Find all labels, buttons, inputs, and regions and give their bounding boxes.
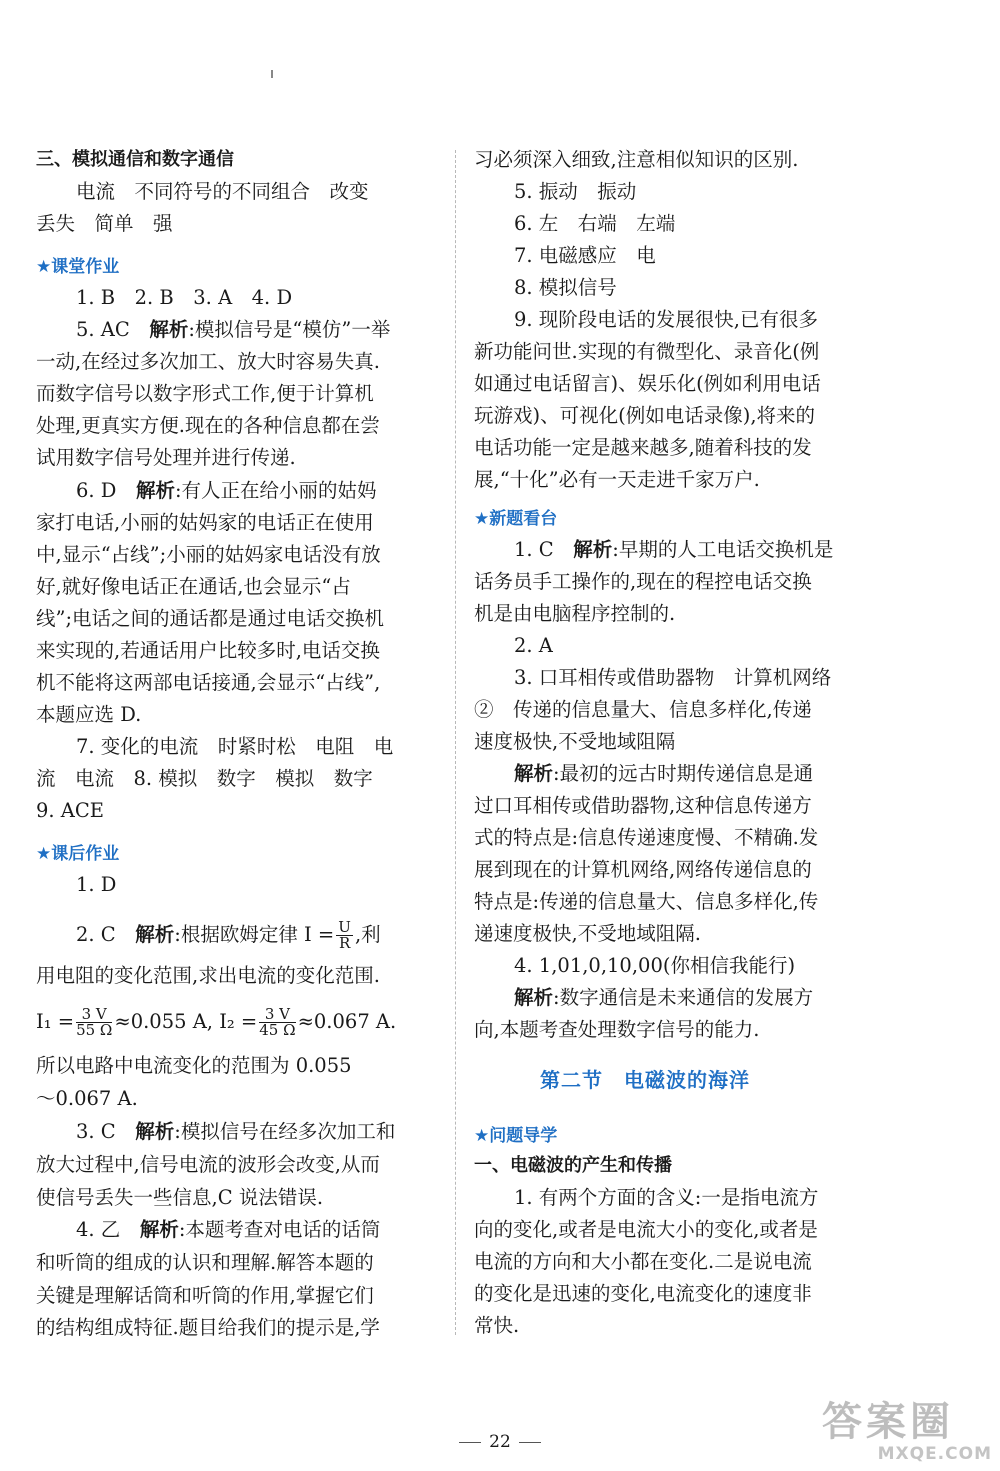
analysis-label: 解析 xyxy=(149,318,189,341)
section-heading-classwork: ★课堂作业 xyxy=(36,257,120,277)
answer-line: 使信号丢失一些信息,C 说法错误. xyxy=(36,1186,324,1209)
answer-line: 4. 1,01,0,10,00(你相信我能行) xyxy=(514,954,796,977)
answer-line: 如通过电话留言)、娱乐化(例如利用电话 xyxy=(474,372,821,395)
formula-line: I₁ = $\frac{3 V}{55 \Omega}$ ≈0.055 A, I₂ = $\frac{3 V}{45 \Omega}$ ≈0.067 A. xyxy=(36,1005,397,1039)
answer-line: 常快. xyxy=(474,1314,520,1337)
answer-line: 1. D xyxy=(76,873,117,896)
page-number-dash xyxy=(459,1442,481,1443)
page-number-dash xyxy=(519,1442,541,1443)
answer-line-6 xyxy=(76,477,377,505)
analysis-line xyxy=(514,984,813,1012)
analysis-label: 解析 xyxy=(139,1218,179,1241)
answer-line: 用电阻的变化范围,求出电流的变化范围. xyxy=(36,964,380,987)
answer-line: 而数字信号以数字形式工作,便于计算机 xyxy=(36,382,374,405)
answer-line: 5. 振动 振动 xyxy=(514,180,637,203)
answer-line: 的变化是迅速的变化,电流变化的速度非 xyxy=(474,1282,812,1305)
answer-line: 8. 模拟信号 xyxy=(514,276,617,299)
answer-line: 展,“十化”必有一天走进千家万户. xyxy=(474,468,760,491)
answer-line: 7. 变化的电流 时紧时松 电阻 电 xyxy=(76,735,394,758)
answer-line: ～0.067 A. xyxy=(36,1087,138,1110)
answer-line-3 xyxy=(76,1118,395,1146)
answer-line: 3. 口耳相传或借助器物 计算机网络 xyxy=(514,666,832,689)
fraction-u-over-r: $\frac{U}{R}$ xyxy=(338,918,351,952)
answer-line: 9. 现阶段电话的发展很快,已有很多 xyxy=(514,308,819,331)
analysis-text: :最初的远古时期传递信息是通 xyxy=(553,762,814,785)
answer-line: 7. 电磁感应 电 xyxy=(514,244,656,267)
chapter-title: 第二节 电磁波的海洋 xyxy=(540,1068,750,1092)
answer-line: 中,显示“占线”;小丽的姑妈家电话没有放 xyxy=(36,543,381,566)
answer-number: 3. C xyxy=(76,1120,116,1143)
answer-line: 2. A xyxy=(514,634,553,657)
answer-line: 话务员手工操作的,现在的程控电话交换 xyxy=(474,570,812,593)
answer-line: 习必须深入细致,注意相似知识的区别. xyxy=(474,148,799,171)
answer-line: 6. 左 右端 左端 xyxy=(514,212,676,235)
answer-line: 1. B 2. B 3. A 4. D xyxy=(76,286,293,309)
analysis-label: 解析 xyxy=(135,479,175,502)
answer-line: 本题应选 D. xyxy=(36,703,142,726)
answer-line: 关键是理解话筒和听筒的作用,掌握它们 xyxy=(36,1284,374,1307)
analysis-text: :根据欧姆定律 I = xyxy=(174,923,335,946)
answer-line: 电话功能一定是越来越多,随着科技的发 xyxy=(474,436,812,459)
answer-line: 的结构组成特征.题目给我们的提示是,学 xyxy=(36,1316,380,1339)
answer-line: 电流 不同符号的不同组合 改变 xyxy=(76,180,369,203)
answer-line: 家打电话,小丽的姑妈家的电话正在使用 xyxy=(36,511,374,534)
column-divider xyxy=(455,150,456,1335)
scan-mark xyxy=(271,70,273,78)
analysis-text: ,利 xyxy=(354,923,381,946)
answer-line: 式的特点是:信息传递速度慢、不精确.发 xyxy=(474,826,819,849)
analysis-text: :早期的人工电话交换机是 xyxy=(612,538,834,561)
answer-line: 玩游戏)、可视化(例如电话录像),将来的 xyxy=(474,404,816,427)
answer-number: 1. C xyxy=(514,538,554,561)
answer-line: ② 传递的信息量大、信息多样化,传递 xyxy=(474,698,812,721)
section-heading-em-waves: 一、电磁波的产生和传播 xyxy=(474,1155,672,1176)
answer-line-4 xyxy=(76,1216,380,1244)
answer-line: 过口耳相传或借助器物,这种信息传递方 xyxy=(474,794,812,817)
answer-number: 2. C xyxy=(76,923,116,946)
section-heading-analog-digital: 三、模拟通信和数字通信 xyxy=(36,149,234,170)
answer-number: 4. 乙 xyxy=(76,1218,121,1241)
analysis-label: 解析 xyxy=(573,538,613,561)
answer-line: 特点是:传递的信息量大、信息多样化,传 xyxy=(474,890,819,913)
answer-line: 流 电流 8. 模拟 数字 模拟 数字 xyxy=(36,767,373,790)
watermark-url: MXQE.COM xyxy=(877,1444,992,1464)
answer-number: 6. D xyxy=(76,479,117,502)
fraction-3v-45ohm: $\frac{3 V}{45 \Omega}$ xyxy=(259,1005,296,1039)
analysis-label: 解析 xyxy=(135,923,175,946)
answer-line: 好,就好像电话正在通话,也会显示“占 xyxy=(36,575,351,598)
answer-line: 一动,在经过多次加工、放大时容易失真. xyxy=(36,350,380,373)
answer-line: 放大过程中,信号电流的波形会改变,从而 xyxy=(36,1153,380,1176)
analysis-text: :本题考查对电话的话筒 xyxy=(178,1218,381,1241)
analysis-label: 解析 xyxy=(514,986,554,1009)
answer-line: 递速度极快,不受地域阻隔. xyxy=(474,922,701,945)
answer-line: 电流的方向和大小都在变化.二是说电流 xyxy=(474,1250,812,1273)
analysis-text: :数字通信是未来通信的发展方 xyxy=(553,986,814,1009)
answer-line: 向的变化,或者是电流大小的变化,或者是 xyxy=(474,1218,818,1241)
fraction-3v-55ohm: $\frac{3 V}{55 \Omega}$ xyxy=(76,1005,113,1039)
answer-line: 速度极快,不受地域阻隔 xyxy=(474,730,676,753)
section-heading-guided-study: ★问题导学 xyxy=(474,1126,558,1146)
watermark-logo xyxy=(822,1400,992,1468)
answer-line: 新功能问世.实现的有微型化、录音化(例 xyxy=(474,340,820,363)
answer-line: 向,本题考查处理数字信号的能力. xyxy=(474,1018,760,1041)
answer-line-5 xyxy=(76,316,390,344)
answer-number: 5. AC xyxy=(76,318,130,341)
section-heading-homework: ★课后作业 xyxy=(36,844,120,864)
answer-line: 试用数字信号处理并进行传递. xyxy=(36,446,296,469)
answer-line: 机不能将这两部电话接通,会显示“占线”, xyxy=(36,671,381,694)
analysis-label: 解析 xyxy=(135,1120,175,1143)
page-number: 22 xyxy=(0,1432,1000,1452)
analysis-text: :有人正在给小丽的姑妈 xyxy=(174,479,377,502)
answer-line: 1. 有两个方面的含义:一是指电流方 xyxy=(514,1186,819,1209)
answer-line: 丢失 简单 强 xyxy=(36,212,173,235)
analysis-label: 解析 xyxy=(514,762,554,785)
analysis-line xyxy=(514,760,813,788)
answer-line: 9. ACE xyxy=(36,799,105,822)
answer-line: 线”;电话之间的通话都是通过电话交换机 xyxy=(36,607,385,630)
answer-line: 来实现的,若通话用户比较多时,电话交换 xyxy=(36,639,380,662)
answer-line-2 xyxy=(76,917,381,953)
analysis-text: :模拟信号是“模仿”一举 xyxy=(188,318,391,341)
answer-line: 所以电路中电流变化的范围为 0.055 xyxy=(36,1054,352,1077)
answer-line-n1 xyxy=(514,536,833,564)
answer-line: 机是由电脑程序控制的. xyxy=(474,602,676,625)
answer-line: 处理,更真实方便.现在的各种信息都在尝 xyxy=(36,414,380,437)
answer-line: 和听筒的组成的认识和理解.解答本题的 xyxy=(36,1251,374,1274)
section-heading-new-questions: ★新题看台 xyxy=(474,509,558,529)
analysis-text: :模拟信号在经多次加工和 xyxy=(174,1120,396,1143)
answer-line: 展到现在的计算机网络,网络传递信息的 xyxy=(474,858,812,881)
watermark-title: 答案圈 xyxy=(822,1399,954,1445)
